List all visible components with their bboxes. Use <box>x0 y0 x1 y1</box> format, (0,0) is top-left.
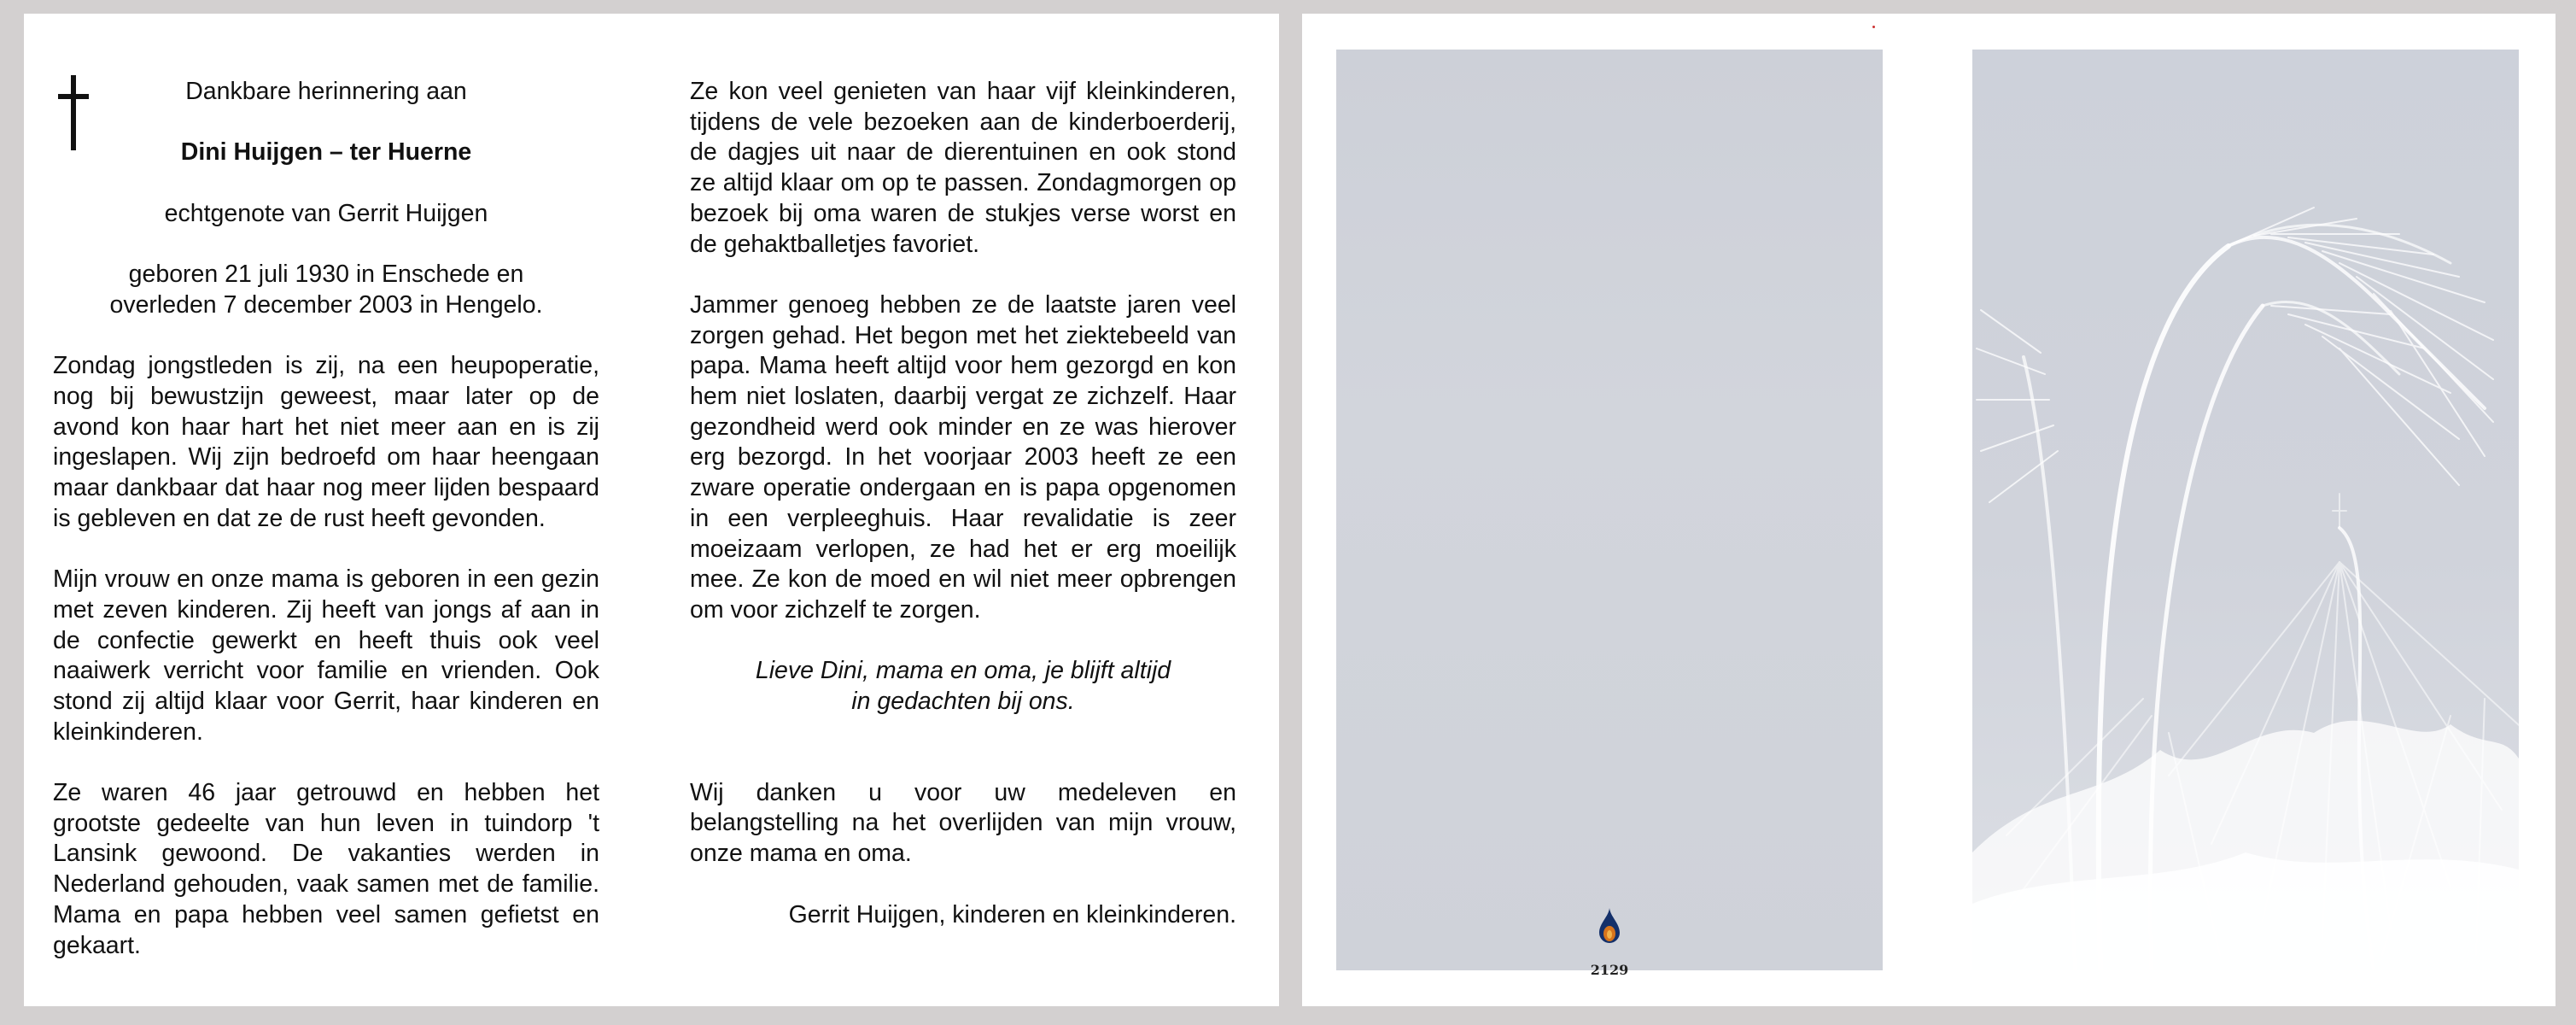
deceased-name: Dini Huijgen – ter Huerne <box>180 138 472 167</box>
signature: Gerrit Huijgen, kinderen en kleinkinderen. <box>788 900 1236 928</box>
spouse-line: echtgenote van Gerrit Huijgen <box>164 199 488 227</box>
printer-number: 2129 <box>1590 962 1629 978</box>
paper-speck <box>1872 26 1875 28</box>
paragraph: Mijn vrouw en onze mama is geboren in een gezin met zeven kinderen. Zij heeft van jongs af aan in de confectie gewerkt en heeft thuis ook veel naaiwerk verricht voor familie en vrienden. Ook stond zij altijd klaar voor Gerrit, haar kinderen en kleinkinderen. <box>53 565 599 746</box>
memorial-quote <box>690 656 1236 717</box>
card-inside-spread <box>24 14 1279 1006</box>
paragraph: Ze waren 46 jaar getrouwd en hebben het grootste gedeelte van hun leven in tuindorp 't Lansink gewoond. De vakanties werden in Nederland gehouden, vaak samen met de familie. Mama en papa hebben veel samen gefietst en gekaart. <box>53 779 599 959</box>
wheat-illustration <box>1972 50 2519 970</box>
thanks-paragraph: Wij danken u voor uw medeleven en belangstelling na het overlijden van mijn vrouw, onze mama en oma. <box>690 778 1236 868</box>
paragraph: Jammer genoeg hebben ze de laatste jaren veel zorgen gehad. Het begon met het ziektebeeld van papa. Mama heeft altijd voor hem gezorgd en kon hem niet loslaten, daarbij vergat ze zichzelf. Haar gezondheid werd ook minder en ze was hierover erg bezorgd. In het voorjaar 2003 heeft ze een zware operatie ondergaan en is papa opgenomen in een verpleeghuis. Haar revalidatie is zeer moeizaam verlopen, ze had het er erg moeilijk mee. Ze kon de moed en wil niet meer opbrengen om voor zichzelf te zorgen. <box>690 290 1236 624</box>
birth-line: geboren 21 juli 1930 in Enschede en <box>128 261 524 289</box>
card-header <box>53 77 599 961</box>
text-column-left <box>53 77 599 961</box>
death-line: overleden 7 december 2003 in Hengelo. <box>109 290 543 319</box>
card-title: Dankbare herinnering aan <box>185 78 467 105</box>
text-column-right <box>690 77 1236 930</box>
paragraph: Zondag jongstleden is zij, na een heupoperatie, nog bij bewustzijn geweest, maar later op de avond kon haar hart het niet meer aan en is zij ingeslapen. Wij zijn bedroefd om haar heengaan maar dankbaar dat haar nog meer lijden bespaard is gebleven en dat ze de rust heeft gevonden. <box>53 352 599 532</box>
card-outside-spread <box>1302 14 2556 1006</box>
life-dates <box>53 260 599 320</box>
printer-logo-icon <box>1598 908 1621 946</box>
front-cover-panel <box>1972 50 2519 970</box>
quote-line: in gedachten bij ons. <box>851 688 1075 716</box>
back-cover-panel <box>1336 50 1883 978</box>
quote-line: Lieve Dini, mama en oma, je blijft altijd <box>755 657 1171 685</box>
paragraph: Ze kon veel genieten van haar vijf kleinkinderen, tijdens de vele bezoeken aan de kinderboerderij, de dagjes uit naar de dierentuinen en ook stond ze altijd klaar om op te passen. Zondagmorgen op bezoek bij oma waren de stukjes verse worst en de gehaktballetjes favoriet. <box>690 78 1236 258</box>
